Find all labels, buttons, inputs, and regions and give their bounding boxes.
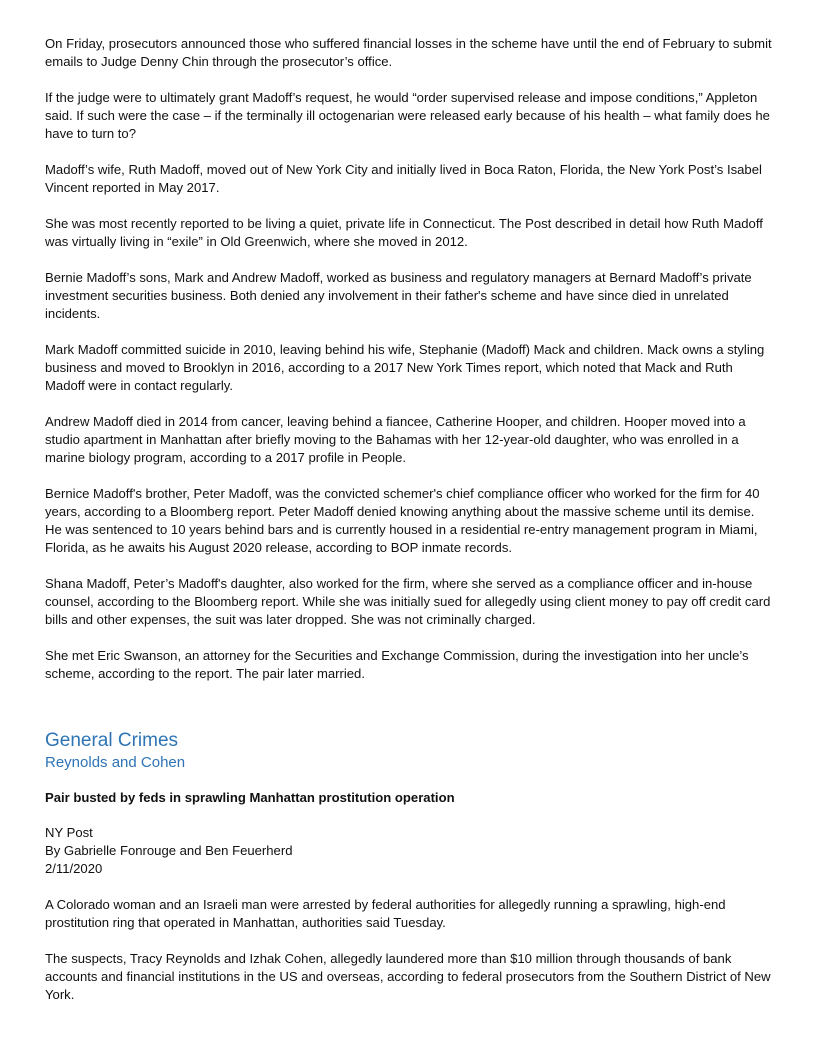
document-body <box>45 35 773 1022</box>
paragraph: Shana Madoff, Peter’s Madoff's daughter, also worked for the firm, where she served as a compliance officer and in-house counsel, according to the Bloomberg report. While she was initially sued for allegedly using client money to pay off credit card bills and other expenses, the suit was later dropped. She was not criminally charged. <box>45 576 771 627</box>
paragraph: On Friday, prosecutors announced those who suffered financial losses in the scheme have until the end of February to submit emails to Judge Denny Chin through the prosecutor’s office. <box>45 36 772 69</box>
article-date: 2/11/2020 <box>45 861 103 876</box>
section-subtitle: Reynolds and Cohen <box>45 754 186 771</box>
paragraph: Bernice Madoff's brother, Peter Madoff, was the convicted schemer's chief compliance officer who worked for the firm for 40 years, according to a Bloomberg report. Peter Madoff denied knowing anything about the massive scheme until its demise. He was sentenced to 10 years behind bars and is currently housed in a residential re-entry management program in Miami, Florida, as he awaits his August 2020 release, according to BOP inmate records. <box>45 486 760 555</box>
paragraph: She was most recently reported to be living a quiet, private life in Connecticut. The Post described in detail how Ruth Madoff was virtually living in “exile” in Old Greenwich, where she moved in 2012. <box>45 216 763 249</box>
section-title: General Crimes <box>45 730 179 751</box>
article-headline: Pair busted by feds in sprawling Manhattan prostitution operation <box>45 790 455 805</box>
article-byline: By Gabrielle Fonrouge and Ben Feuerherd <box>45 843 293 858</box>
article-meta <box>45 824 773 878</box>
paragraph: If the judge were to ultimately grant Madoff’s request, he would “order supervised release and impose conditions,” Appleton said. If such were the case – if the terminally ill octogenarian were released early because of his health – what family does he have to turn to? <box>45 90 770 141</box>
article-paragraph: A Colorado woman and an Israeli man were arrested by federal authorities for allegedly running a sprawling, high-end prostitution ring that operated in Manhattan, authorities said Tuesday. <box>45 897 726 930</box>
paragraph: Andrew Madoff died in 2014 from cancer, leaving behind a fiancee, Catherine Hooper, and children. Hooper moved into a studio apartment in Manhattan after briefly moving to the Bahamas with her 12-year-old daughter, who was enrolled in a marine biology program, according to a 2017 profile in People. <box>45 414 746 465</box>
paragraph: She met Eric Swanson, an attorney for the Securities and Exchange Commission, during the investigation into her uncle’s scheme, according to the report. The pair later married. <box>45 648 749 681</box>
paragraph: Madoff’s wife, Ruth Madoff, moved out of New York City and initially lived in Boca Raton, Florida, the New York Post’s Isabel Vincent reported in May 2017. <box>45 162 762 195</box>
paragraph: Bernie Madoff’s sons, Mark and Andrew Madoff, worked as business and regulatory managers at Bernard Madoff’s private investment securities business. Both denied any involvement in their father's scheme and have since died in unrelated incidents. <box>45 270 752 321</box>
paragraph: Mark Madoff committed suicide in 2010, leaving behind his wife, Stephanie (Madoff) Mack and children. Mack owns a styling business and moved to Brooklyn in 2016, according to a 2017 New York Times report, which noted that Mack and Ruth Madoff were in contact regularly. <box>45 342 765 393</box>
article-paragraph: The suspects, Tracy Reynolds and Izhak Cohen, allegedly laundered more than $10 million through thousands of bank accounts and financial institutions in the US and overseas, according to federal prosecutors from the Southern District of New York. <box>45 951 771 1002</box>
article-source: NY Post <box>45 825 93 840</box>
